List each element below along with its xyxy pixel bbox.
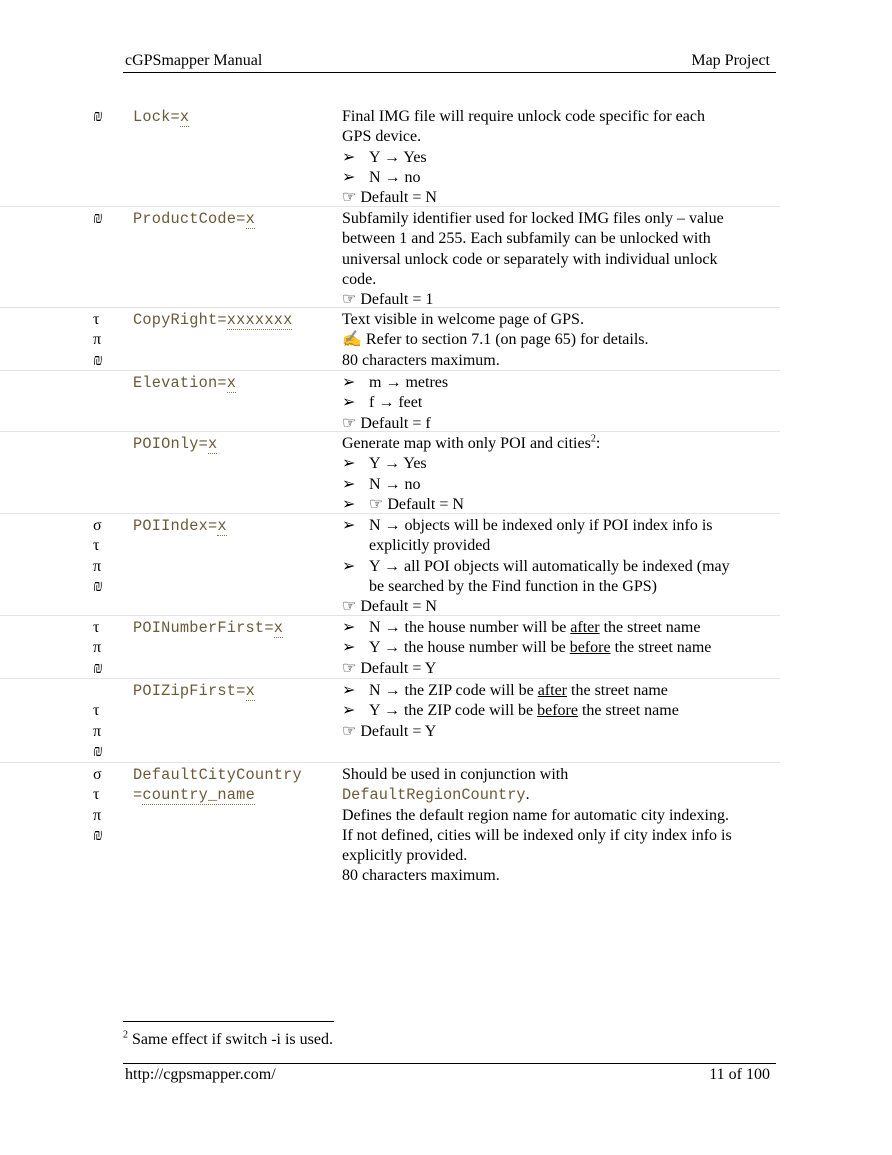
parameter-description <box>342 310 782 371</box>
description-line <box>342 107 782 127</box>
parameter-value: x <box>273 619 284 637</box>
description-line <box>342 475 782 495</box>
footnote <box>123 1031 333 1049</box>
description-line <box>342 373 782 393</box>
description-text: If not defined, cities will be indexed only if city index info is <box>342 826 732 844</box>
description-text: Final IMG file will require unlock code specific for each <box>342 108 705 125</box>
bullet-arrow-icon: ➢ <box>342 455 356 473</box>
pointing-hand-icon: ☞ <box>342 598 357 616</box>
underlined-word: after <box>570 619 600 636</box>
table-row <box>0 307 780 371</box>
parameter-description <box>342 373 782 434</box>
footnote-separator <box>123 1021 334 1022</box>
description-line <box>342 393 782 413</box>
description-line <box>342 785 782 805</box>
parameter-value: x <box>226 374 237 392</box>
parameter-key: POIOnly= <box>133 435 209 453</box>
row-flags <box>93 209 113 229</box>
flag-symbol: τ <box>93 702 100 720</box>
description-line <box>342 270 782 290</box>
table-row <box>0 615 780 679</box>
flag-symbol: ₪ <box>93 210 103 227</box>
parameter-value: x <box>179 108 190 126</box>
description-text: universal unlock code or separately with individual unlock <box>342 250 718 268</box>
description-text: N → the ZIP code will be <box>369 682 538 699</box>
flag-symbol: π <box>93 806 102 824</box>
flag-symbol: π <box>93 331 102 349</box>
description-text: Generate map with only POI and cities <box>342 435 591 452</box>
description-text: explicitly provided <box>369 537 491 555</box>
flag-symbol: ₪ <box>93 659 103 677</box>
parameter-description <box>342 434 782 515</box>
section-title: Map Project <box>691 52 770 69</box>
description-text: between 1 and 255. Each subfamily can be unlocked with <box>342 230 711 248</box>
description-text: Y → Yes <box>369 455 427 473</box>
footer-url[interactable]: http://cgpsmapper.com/ <box>125 1066 276 1083</box>
description-text: code. <box>342 270 377 288</box>
parameter-value: x <box>208 435 218 453</box>
parameter-key: CopyRight= <box>133 311 227 329</box>
description-line <box>342 536 782 556</box>
description-text: 80 characters maximum. <box>342 867 500 885</box>
pointing-hand-icon: ☞ <box>342 291 357 309</box>
description-line <box>342 127 782 147</box>
pointing-hand-icon: ☞ <box>342 414 357 432</box>
description-line <box>342 638 782 658</box>
description-line <box>342 846 782 866</box>
description-line <box>342 765 782 785</box>
description-text: N → objects will be indexed only if POI index info is <box>369 517 713 534</box>
parameter-value: xxxxxxx <box>226 311 293 329</box>
page-number: 11 of 100 <box>709 1066 770 1083</box>
parameter-key: DefaultCityCountry <box>133 766 302 784</box>
description-line <box>342 209 782 229</box>
parameter-name <box>133 434 217 454</box>
description-text: Default = N <box>360 189 437 207</box>
parameter-key: POINumberFirst= <box>133 619 274 637</box>
parameter-name <box>133 681 255 701</box>
description-text: Default = f <box>360 414 431 432</box>
description-text: Subfamily identifier used for locked IMG files only – value <box>342 210 724 227</box>
bullet-arrow-icon: ➢ <box>342 168 356 186</box>
description-text: Y → the ZIP code will be <box>369 702 538 720</box>
description-text: ☞ Default = N <box>369 495 464 513</box>
flag-symbol: σ <box>93 517 102 534</box>
flag-symbol: ₪ <box>93 826 103 844</box>
table-row <box>0 762 780 887</box>
reference-icon: ✍ <box>342 331 362 349</box>
description-line <box>342 557 782 577</box>
flag-symbol: ₪ <box>93 351 103 369</box>
description-text: N → no <box>369 168 421 186</box>
description-line <box>342 148 782 168</box>
bullet-arrow-icon: ➢ <box>342 394 356 412</box>
parameter-name <box>133 516 227 536</box>
description-text: 80 characters maximum. <box>342 351 500 369</box>
description-line <box>342 577 782 597</box>
description-line <box>342 454 782 474</box>
flag-symbol: τ <box>93 619 100 636</box>
description-text: be searched by the Find function in the GPS) <box>369 577 657 595</box>
underlined-word: before <box>537 702 578 720</box>
description-text: the street name <box>567 682 668 699</box>
manual-title: cGPSmapper Manual <box>125 52 263 69</box>
parameter-description <box>342 516 782 617</box>
parameter-key: Elevation= <box>133 374 227 392</box>
description-text: the street name <box>610 639 712 657</box>
description-line <box>342 681 782 701</box>
description-line <box>342 351 782 371</box>
pointing-hand-icon: ☞ <box>342 722 357 740</box>
flag-symbol: π <box>93 557 102 575</box>
row-flags <box>93 765 113 846</box>
parameter-name <box>133 765 302 806</box>
flag-symbol: ₪ <box>93 742 103 760</box>
footnote-number: 2 <box>123 1029 128 1041</box>
parameter-value: x <box>245 682 255 700</box>
row-flags <box>93 107 113 127</box>
bullet-arrow-icon: ➢ <box>342 702 356 720</box>
pointing-hand-icon: ☞ <box>342 189 357 207</box>
footnote-text: Same effect if switch -i is used. <box>132 1031 333 1048</box>
parameter-key: Lock= <box>133 108 180 126</box>
bullet-arrow-icon: ➢ <box>342 495 356 513</box>
description-line <box>342 722 782 742</box>
parameter-name <box>133 373 236 393</box>
flag-symbol: σ <box>93 766 102 783</box>
description-text: Should be used in conjunction with <box>342 766 569 783</box>
description-line <box>342 516 782 536</box>
flag-symbol: π <box>93 722 102 740</box>
flag-symbol: τ <box>93 311 100 328</box>
parameter-key: POIIndex= <box>133 517 218 535</box>
flag-symbol: τ <box>93 786 100 804</box>
bullet-arrow-icon: ➢ <box>342 374 356 391</box>
description-text: GPS device. <box>342 128 422 146</box>
description-line <box>342 826 782 846</box>
flag-symbol: τ <box>93 537 100 555</box>
page-footer <box>123 1063 776 1084</box>
bullet-arrow-icon: ➢ <box>342 475 356 493</box>
description-line <box>342 330 782 350</box>
flag-symbol: ₪ <box>93 577 103 595</box>
description-line <box>342 701 782 721</box>
parameter-name <box>133 107 189 127</box>
description-text: m → metres <box>369 374 449 391</box>
table-row <box>0 104 780 207</box>
description-text: Default = 1 <box>360 291 434 309</box>
parameter-description <box>342 765 782 887</box>
pointing-hand-icon: ☞ <box>342 659 357 677</box>
description-line <box>342 229 782 249</box>
parameter-description <box>342 107 782 208</box>
footnote-ref: 2 <box>590 433 596 445</box>
description-text: Defines the default region name for automatic city indexing. <box>342 806 729 824</box>
parameter-value: country_name <box>142 786 255 805</box>
row-flags <box>93 618 113 679</box>
code-reference: DefaultRegionCountry <box>342 786 526 805</box>
description-text: N → no <box>369 475 421 493</box>
description-text: N → the house number will be <box>369 619 571 636</box>
description-text: explicitly provided. <box>342 847 468 865</box>
description-text: Default = Y <box>360 659 437 677</box>
description-text: Text visible in welcome page of GPS. <box>342 311 584 328</box>
description-text: f → feet <box>369 394 423 412</box>
parameter-description <box>342 209 782 310</box>
bullet-arrow-icon: ➢ <box>342 148 356 166</box>
description-text: Refer to section 7.1 (on page 65) for details. <box>365 331 649 349</box>
bullet-arrow-icon: ➢ <box>342 517 356 534</box>
description-text: . <box>525 786 530 804</box>
parameter-value: x <box>245 210 255 228</box>
description-line <box>342 806 782 826</box>
description-line <box>342 168 782 188</box>
page-header <box>123 52 776 73</box>
flag-symbol: ₪ <box>93 108 103 125</box>
flag-symbol: π <box>93 639 102 657</box>
description-line <box>342 659 782 679</box>
table-row <box>0 431 780 514</box>
table-row <box>0 206 780 308</box>
description-text: the street name <box>577 702 679 720</box>
bullet-arrow-icon: ➢ <box>342 619 356 636</box>
description-text: Y → the house number will be <box>369 639 570 657</box>
description-line <box>342 866 782 886</box>
description-text: the street name <box>599 619 701 636</box>
parameter-name <box>133 310 292 330</box>
row-flags <box>93 516 113 597</box>
bullet-arrow-icon: ➢ <box>342 557 356 575</box>
table-row <box>0 678 780 763</box>
bullet-arrow-icon: ➢ <box>342 682 356 699</box>
parameter-name <box>133 209 255 229</box>
description-text: Default = N <box>360 598 437 616</box>
underlined-word: after <box>537 682 568 699</box>
row-flags <box>93 681 113 762</box>
description-line <box>342 434 782 454</box>
description-text: : <box>595 435 601 452</box>
table-row <box>0 513 780 616</box>
parameter-key: POIZipFirst= <box>133 682 246 700</box>
flag-symbol <box>93 681 113 701</box>
description-text: Y → Yes <box>369 148 427 166</box>
parameter-key: ProductCode= <box>133 210 246 228</box>
parameter-description <box>342 681 782 742</box>
parameter-key-equals: = <box>133 786 143 805</box>
row-flags <box>93 310 113 371</box>
description-line <box>342 250 782 270</box>
table-row <box>0 370 780 432</box>
description-text: Y → all POI objects will automatically be indexed (may <box>369 557 730 575</box>
description-line <box>342 618 782 638</box>
description-text: Default = Y <box>360 722 437 740</box>
parameter-name <box>133 618 283 638</box>
parameter-description <box>342 618 782 679</box>
description-line <box>342 310 782 330</box>
parameter-value: x <box>217 517 227 535</box>
underlined-word: before <box>569 639 611 657</box>
bullet-arrow-icon: ➢ <box>342 639 356 657</box>
